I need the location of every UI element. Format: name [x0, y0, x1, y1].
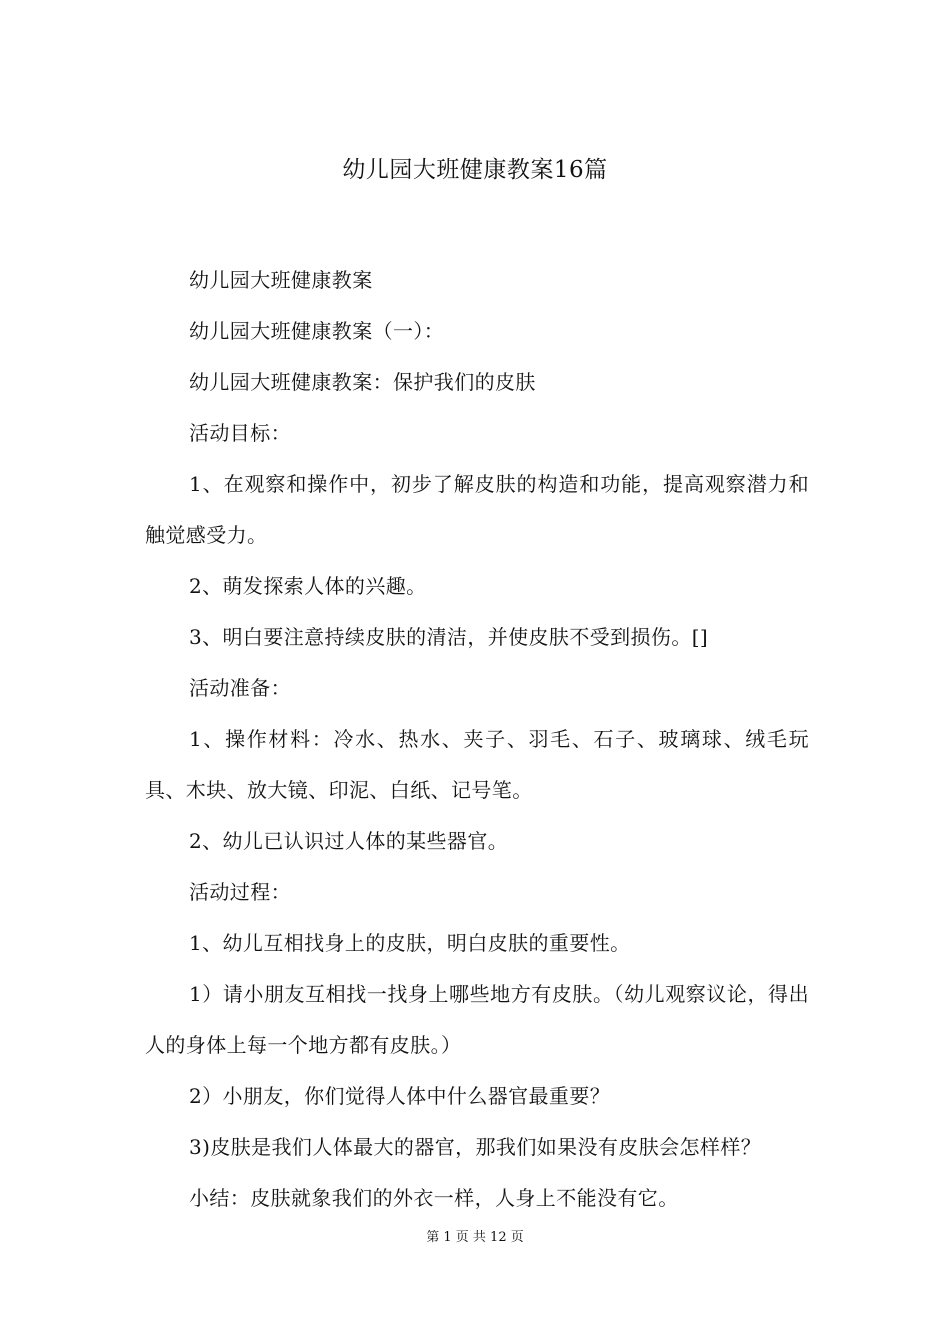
paragraph: 2、幼儿已认识过人体的某些器官。 — [189, 829, 509, 853]
paragraph: 2）小朋友，你们觉得人体中什么器官最重要？ — [189, 1084, 611, 1108]
paragraph: 1、操作材料：冷水、热水、夹子、羽毛、石子、玻璃球、绒毛玩具、木块、放大镜、印泥、白纸、记号笔。 — [145, 727, 809, 802]
page-footer: 第 1 页 共 12 页 — [426, 1230, 524, 1245]
paragraph: 1、幼儿互相找身上的皮肤，明白皮肤的重要性。 — [189, 931, 631, 955]
paragraph: 活动准备： — [189, 676, 291, 700]
paragraph: 3、明白要注意持续皮肤的清洁，并使皮肤不受到损伤。[] — [189, 625, 709, 649]
document-body — [145, 255, 809, 1224]
paragraph: 幼儿园大班健康教案：保护我们的皮肤 — [189, 370, 536, 394]
paragraph: 活动过程： — [189, 880, 291, 904]
paragraph: 1）请小朋友互相找一找身上哪些地方有皮肤。（幼儿观察议论，得出人的身体上每一个地方都有皮肤。） — [145, 982, 809, 1057]
paragraph: 2、萌发探索人体的兴趣。 — [189, 574, 427, 598]
paragraph: 3)皮肤是我们人体最大的器官，那我们如果没有皮肤会怎样样？ — [189, 1135, 762, 1159]
paragraph: 1、在观察和操作中，初步了解皮肤的构造和功能，提高观察潜力和触觉感受力。 — [145, 472, 809, 547]
paragraph: 活动目标： — [189, 421, 291, 445]
page-title: 幼儿园大班健康教案16篇 — [342, 157, 608, 183]
paragraph: 幼儿园大班健康教案（一）： — [189, 319, 445, 343]
paragraph: 小结：皮肤就象我们的外衣一样，人身上不能没有它。 — [189, 1186, 679, 1210]
paragraph: 幼儿园大班健康教案 — [189, 268, 373, 292]
